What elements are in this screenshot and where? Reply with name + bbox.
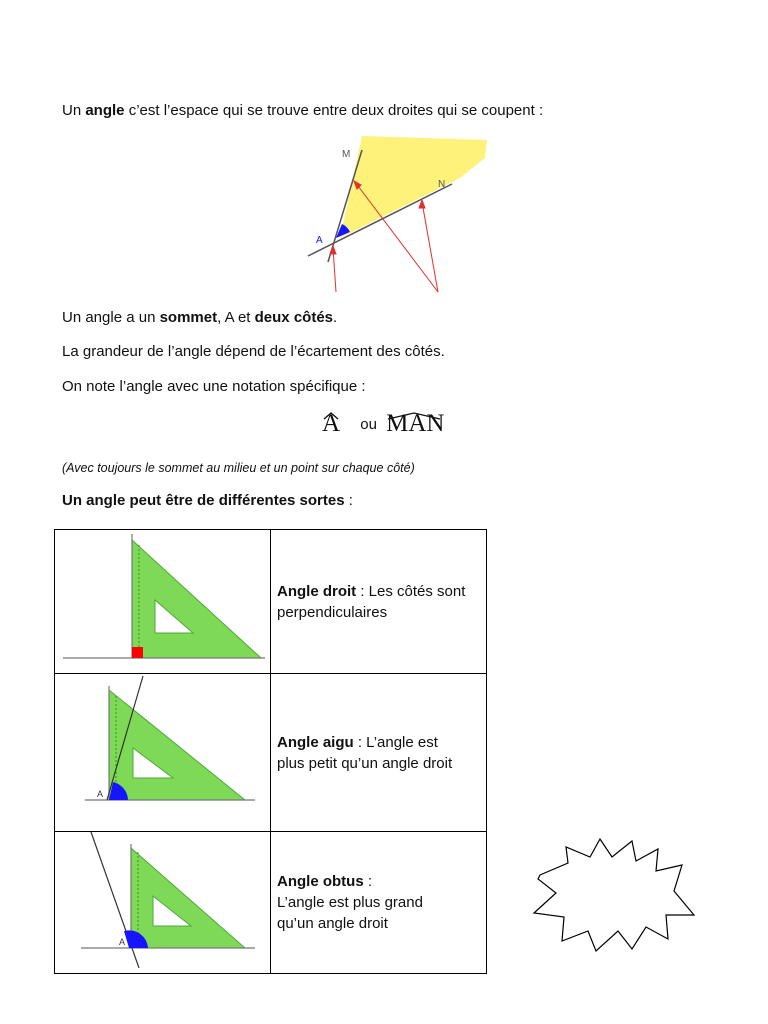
- p1-cotes: deux côtés: [254, 309, 334, 326]
- set-square: [131, 848, 245, 948]
- angle-figure: [300, 130, 500, 300]
- notation-triple: [386, 410, 445, 437]
- acute-angle-text: : L’angle est: [353, 733, 438, 751]
- label-a: A: [316, 235, 323, 246]
- arrow-side-n-head: [419, 200, 425, 208]
- starburst-shape: [528, 835, 698, 955]
- obtuse-angle-text-2: L’angle est plus grand: [277, 894, 423, 911]
- intro-text-rest: c’est l’espace qui se trouve entre deux droites qui se coupent :: [124, 102, 544, 119]
- hat-icon: [323, 412, 339, 420]
- intro-keyword: angle: [85, 102, 125, 119]
- paragraph-notation: On note l’angle avec une notation spécifique :: [62, 378, 366, 395]
- acute-angle-figure-cell: [55, 674, 271, 832]
- wide-hat-icon: [387, 412, 441, 420]
- sorts-heading-colon: :: [344, 492, 353, 509]
- notation-or: ou: [360, 416, 377, 433]
- right-angle-mark: [132, 647, 143, 658]
- acute-vertex-label: A: [97, 789, 104, 799]
- table-row: [55, 674, 487, 832]
- obtuse-angle-figure: [55, 832, 270, 968]
- p1-sommet: sommet: [159, 309, 218, 326]
- p1-end: .: [333, 309, 338, 326]
- arrow-sommet: [333, 248, 336, 292]
- obtuse-angle-figure-cell: [55, 832, 271, 974]
- notation-single-letter: A: [322, 410, 341, 437]
- obtuse-angle-description: [271, 832, 487, 974]
- notation-triple-letters: MAN: [386, 410, 445, 437]
- acute-angle-description: [271, 674, 487, 832]
- sorts-heading-bold: Un angle peut être de différentes sortes: [62, 492, 345, 509]
- set-square: [132, 540, 261, 658]
- p1-text: Un angle a un: [62, 309, 160, 326]
- right-angle-figure-cell: [55, 530, 271, 674]
- obtuse-angle-text: :: [363, 873, 373, 890]
- set-square: [109, 690, 245, 800]
- angle-types-table: [54, 529, 487, 974]
- notation-note: (Avec toujours le sommet au milieu et un point sur chaque côté): [62, 461, 415, 475]
- table-row: [55, 832, 487, 974]
- obtuse-angle-title: Angle obtus: [277, 873, 364, 890]
- arrow-side-n: [422, 202, 438, 292]
- right-angle-text-2: perpendiculaires: [277, 603, 388, 621]
- paragraph-grandeur: La grandeur de l’angle dépend de l’écartement des côtés.: [62, 343, 445, 360]
- intro-text: Un: [62, 102, 86, 119]
- acute-angle-figure: [55, 674, 270, 826]
- table-row: [55, 530, 487, 674]
- obtuse-angle-text-3: qu’un angle droit: [277, 915, 388, 932]
- right-angle-text: : Les côtés sont: [356, 582, 466, 600]
- p1-mid: , A et: [217, 309, 255, 326]
- right-angle-figure: [55, 530, 270, 668]
- sorts-heading: [62, 491, 353, 511]
- obtuse-vertex-label: A: [119, 937, 126, 947]
- notation-single: [322, 410, 341, 437]
- label-n: N: [438, 179, 446, 190]
- right-angle-description: [271, 530, 487, 674]
- acute-angle-text-2: plus petit qu’un angle droit: [277, 754, 453, 772]
- right-angle-title: Angle droit: [277, 582, 357, 600]
- label-m: M: [342, 149, 351, 160]
- intro-line: [62, 101, 543, 121]
- notation-row: [322, 410, 445, 446]
- starburst-outline: [534, 839, 694, 951]
- paragraph-sommet: [62, 308, 337, 328]
- acute-angle-title: Angle aigu: [277, 733, 354, 751]
